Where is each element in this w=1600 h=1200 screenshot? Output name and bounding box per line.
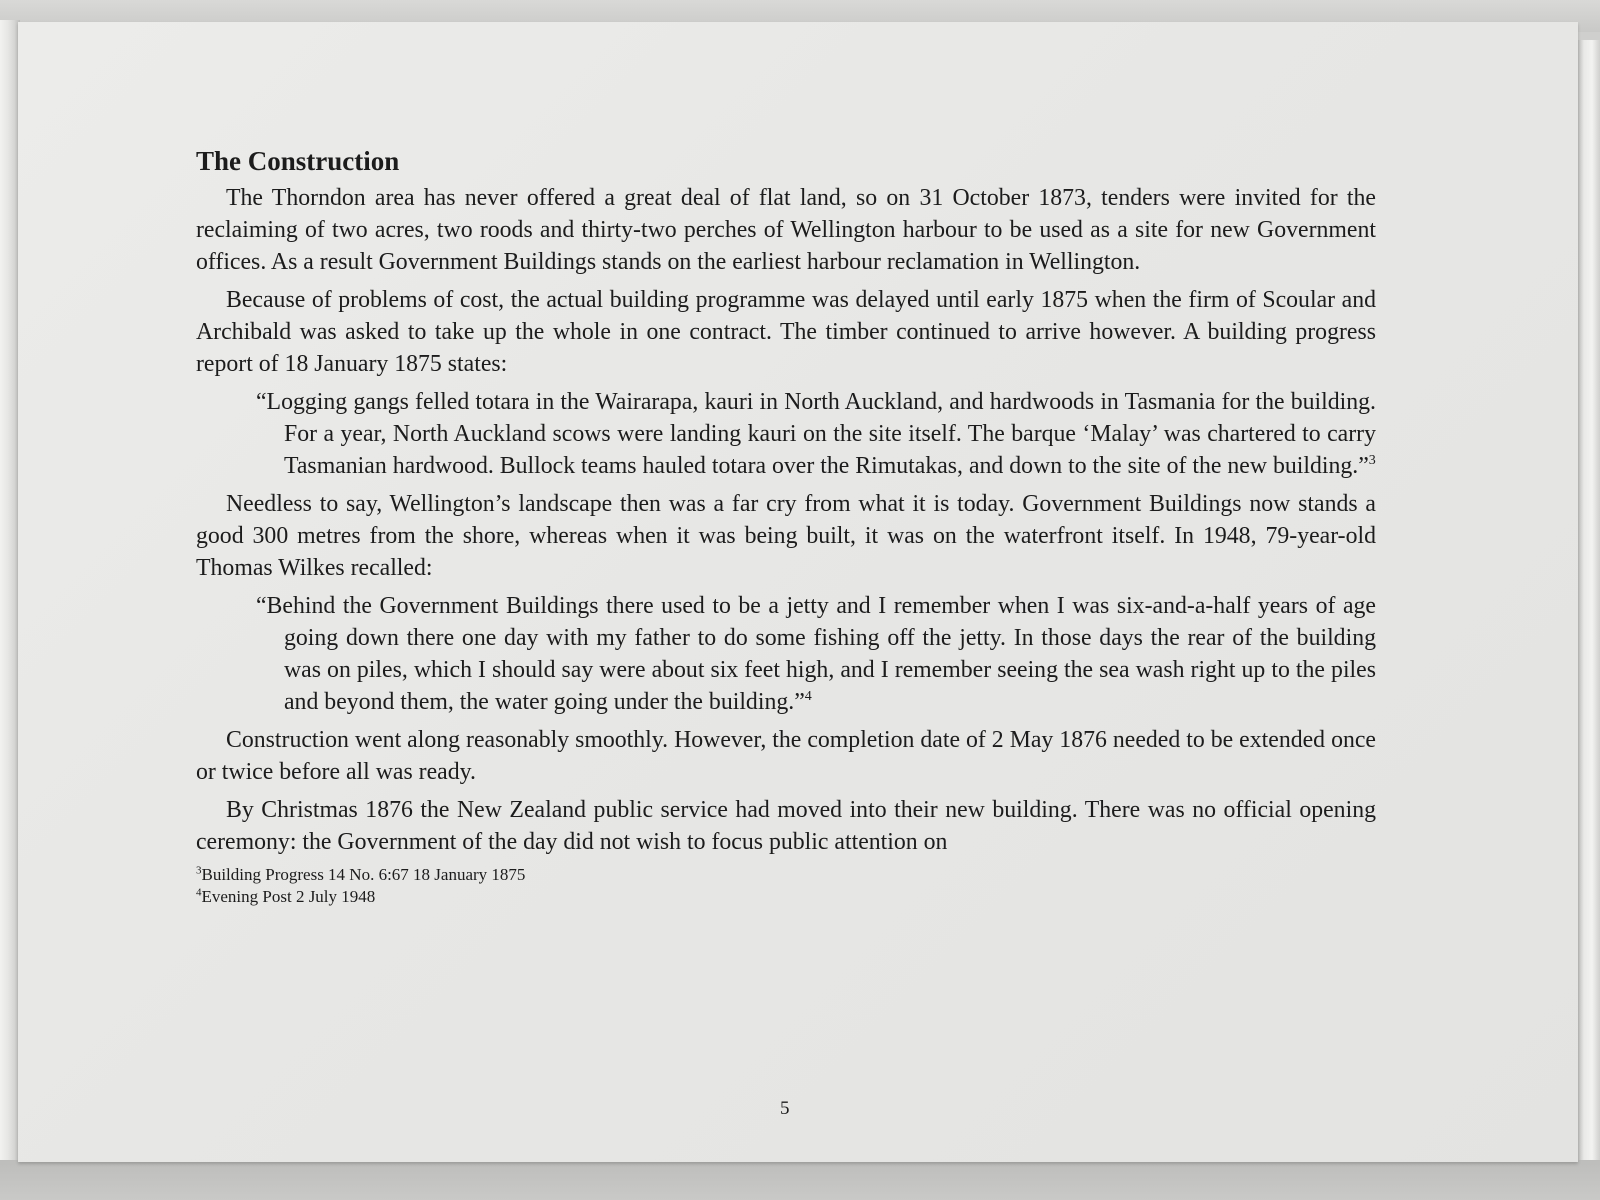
footnote-text: Building Progress 14 No. 6:67 18 January 1875	[201, 865, 526, 884]
backdrop-bottom	[0, 1160, 1600, 1200]
footnote-4	[196, 886, 1376, 908]
book-page	[18, 22, 1578, 1162]
paragraph-thorndon: The Thorndon area has never offered a great deal of flat land, so on 31 October 1873, tenders were invited for the reclaiming of two acres, two roods and thirty-two perches of Wellington harbour to be used as a site for new Government offices. As a result Government Buildings stands on the earliest harbour reclamation in Wellington.	[196, 185, 1376, 275]
footnote-text: Evening Post 2 July 1948	[201, 887, 376, 906]
paragraph-cost: Because of problems of cost, the actual building programme was delayed until early 1875 when the firm of Scoular and Archibald was asked to take up the whole in one contract. The timber continued to arrive however. A building progress report of 18 January 1875 states:	[196, 287, 1376, 377]
paragraph-christmas: By Christmas 1876 the New Zealand public service had moved into their new building. There was no official opening ceremony: the Government of the day did not wish to focus public attention on	[196, 797, 1376, 855]
page-content	[196, 144, 1376, 908]
page-right-edge	[1578, 40, 1600, 1160]
page-number: 5	[780, 1098, 790, 1119]
footnote-3	[196, 864, 1376, 886]
quote-logging-text: “Logging gangs felled totara in the Wairarapa, kauri in North Auckland, and hardwoods in Tasmania for the building. For a year, North Auckland scows were landing kauri on the site itself. The barque ‘Malay’ was chartered to carry Tasmanian hardwood. Bullock teams hauled totara over the Rimutakas, and down to the site of the new building.”	[256, 389, 1376, 479]
book-binding-edge	[0, 20, 20, 1170]
footnote-ref-4: 4	[804, 689, 812, 705]
footnotes	[196, 864, 1376, 908]
section-heading: The Construction	[196, 146, 400, 176]
footnote-ref-3: 3	[1368, 453, 1376, 469]
paragraph-construction: Construction went along reasonably smoothly. However, the completion date of 2 May 1876 needed to be extended once or twice before all was ready.	[196, 727, 1376, 785]
paragraph-landscape: Needless to say, Wellington’s landscape then was a far cry from what it is today. Government Buildings now stands a good 300 metres from the shore, whereas when it was being built, it was on the waterfront itself. In 1948, 79-year-old Thomas Wilkes recalled:	[196, 491, 1376, 581]
footnote-mark: 3	[196, 864, 202, 877]
quote-wilkes	[196, 590, 1376, 718]
quote-wilkes-text: “Behind the Government Buildings there used to be a jetty and I remember when I was six-and-a-half years of age going down there one day with my father to do some fishing off the jetty. In those days the rear of the building was on piles, which I should say were about six feet high, and I remember seeing the sea wash right up to the piles and beyond them, the water going under the building.”	[256, 593, 1376, 715]
footnote-mark: 4	[196, 886, 202, 899]
quote-logging	[196, 386, 1376, 482]
